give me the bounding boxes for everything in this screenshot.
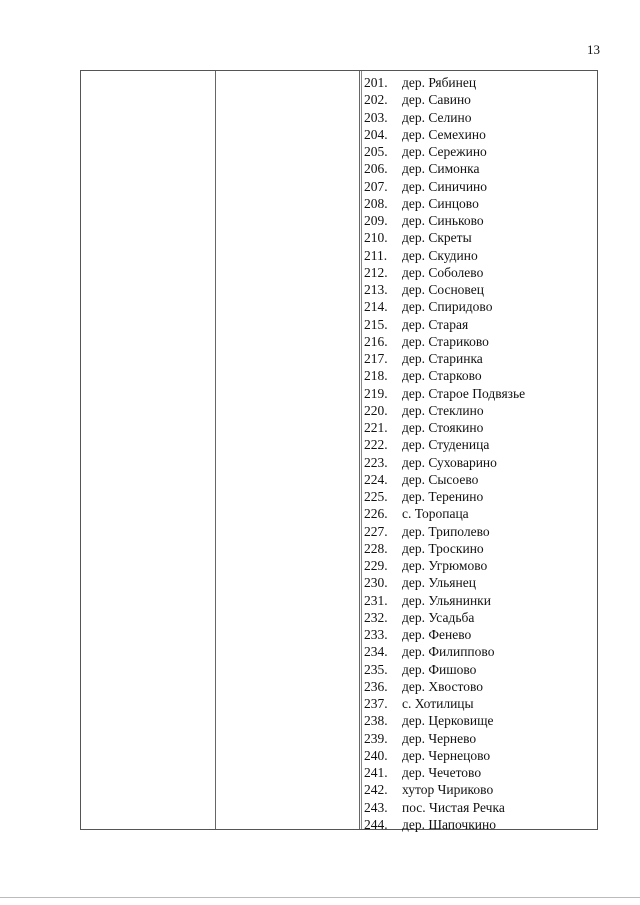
settlement-name: дер. Семехино	[402, 126, 486, 142]
item-number: 222.	[364, 437, 388, 453]
page-bottom-rule	[0, 897, 640, 898]
item-number: 241.	[364, 765, 388, 780]
item-number: 214.	[364, 299, 388, 315]
list-item	[364, 557, 596, 574]
settlement-name: дер. Сысоево	[402, 471, 479, 487]
settlement-name: дер. Старое Подвязье	[402, 385, 526, 401]
list-item	[364, 402, 596, 419]
list-item	[364, 436, 596, 453]
item-number: 236.	[364, 678, 388, 694]
item-number: 213.	[364, 282, 388, 297]
item-number: 226.	[364, 506, 388, 522]
settlement-name: дер. Чернецово	[402, 747, 491, 763]
list-item	[364, 661, 596, 678]
list-item	[364, 523, 596, 540]
settlement-name: дер. Триполево	[402, 523, 490, 539]
list-item	[364, 540, 596, 557]
list-item	[364, 643, 596, 660]
settlements-table	[80, 70, 598, 830]
list-item	[364, 505, 596, 522]
list-item	[364, 781, 596, 798]
settlement-name: дер. Старая	[402, 316, 469, 332]
settlement-name: дер. Фишово	[402, 661, 477, 677]
list-item	[364, 143, 596, 160]
list-item	[364, 91, 596, 108]
list-item	[364, 695, 596, 712]
item-number: 203.	[364, 109, 388, 125]
settlement-name: дер. Скреты	[402, 230, 472, 246]
list-item	[364, 229, 596, 246]
item-number: 225.	[364, 489, 388, 504]
item-number: 208.	[364, 195, 388, 211]
list-item	[364, 592, 596, 609]
settlement-name: дер. Шапочкино	[402, 816, 496, 832]
item-number: 232.	[364, 609, 388, 625]
list-item	[364, 816, 596, 833]
list-item	[364, 178, 596, 195]
item-number: 207.	[364, 178, 388, 194]
settlement-name: дер. Ульянец	[402, 575, 476, 591]
item-number: 218.	[364, 368, 388, 384]
item-number: 238.	[364, 713, 388, 729]
settlement-name: дер. Сосновец	[402, 282, 484, 297]
list-item	[364, 609, 596, 626]
settlement-name: дер. Усадьба	[402, 609, 475, 625]
item-number: 239.	[364, 730, 388, 746]
list-item	[364, 109, 596, 126]
item-number: 217.	[364, 351, 388, 366]
settlement-name: хутор Чириково	[402, 782, 494, 798]
settlement-name: дер. Стоякино	[402, 420, 484, 435]
list-item	[364, 281, 596, 298]
item-number: 228.	[364, 540, 388, 556]
list-item	[364, 764, 596, 781]
settlement-name: дер. Синцово	[402, 195, 479, 211]
settlement-name: дер. Синьково	[402, 213, 484, 228]
item-number: 221.	[364, 420, 388, 435]
item-number: 237.	[364, 696, 388, 711]
list-item	[364, 488, 596, 505]
item-number: 230.	[364, 575, 388, 591]
list-item	[364, 419, 596, 436]
list-item	[364, 126, 596, 143]
list-item	[364, 195, 596, 212]
list-item	[364, 747, 596, 764]
list-item	[364, 730, 596, 747]
list-item	[364, 799, 596, 816]
list-item	[364, 333, 596, 350]
column-divider	[361, 71, 362, 829]
item-number: 224.	[364, 471, 388, 487]
item-number: 229.	[364, 558, 388, 573]
item-number: 206.	[364, 161, 388, 177]
item-number: 235.	[364, 661, 388, 677]
settlement-name: дер. Симонка	[402, 161, 480, 177]
settlement-name: дер. Студеница	[402, 437, 490, 453]
list-item	[364, 712, 596, 729]
settlement-name: дер. Селино	[402, 109, 472, 125]
list-item	[364, 385, 596, 402]
settlement-name: дер. Синичино	[402, 178, 488, 194]
settlement-name: дер. Ульянинки	[402, 592, 491, 608]
list-item	[364, 298, 596, 315]
item-number: 219.	[364, 385, 388, 401]
settlement-name: пос. Чистая Речка	[402, 799, 505, 815]
settlement-name: дер. Старинка	[402, 351, 483, 366]
settlement-name: дер. Соболево	[402, 264, 484, 280]
item-number: 201.	[364, 75, 388, 90]
settlement-name: дер. Рябинец	[402, 75, 477, 90]
column-divider	[359, 71, 360, 829]
list-item	[364, 74, 596, 91]
list-item	[364, 160, 596, 177]
settlement-name: дер. Чечетово	[402, 765, 482, 780]
item-number: 205.	[364, 144, 388, 159]
settlement-name: дер. Троскино	[402, 540, 484, 556]
settlement-name: дер. Сережино	[402, 144, 487, 159]
page-number: 13	[587, 42, 600, 57]
item-number: 227.	[364, 523, 388, 539]
list-item	[364, 212, 596, 229]
list-item	[364, 316, 596, 333]
settlement-name: дер. Стариково	[402, 333, 489, 349]
settlement-name: дер. Угрюмово	[402, 558, 488, 573]
item-number: 210.	[364, 230, 388, 246]
list-item	[364, 626, 596, 643]
list-item	[364, 247, 596, 264]
column-divider	[215, 71, 216, 829]
item-number: 216.	[364, 333, 388, 349]
item-number: 242.	[364, 782, 388, 798]
item-number: 244.	[364, 816, 388, 832]
list-item	[364, 678, 596, 695]
item-number: 211.	[364, 247, 388, 263]
item-number: 231.	[364, 592, 388, 608]
settlement-name: дер. Старково	[402, 368, 482, 384]
settlement-name: дер. Суховарино	[402, 454, 497, 470]
settlement-name: дер. Филиппово	[402, 644, 495, 660]
item-number: 233.	[364, 627, 388, 642]
list-item	[364, 574, 596, 591]
item-number: 234.	[364, 644, 388, 660]
settlement-name: с. Хотилицы	[402, 696, 474, 711]
settlement-name: дер. Савино	[402, 92, 471, 108]
item-number: 240.	[364, 747, 388, 763]
item-number: 215.	[364, 316, 388, 332]
list-item	[364, 367, 596, 384]
settlement-name: дер. Фенево	[402, 627, 472, 642]
list-item	[364, 350, 596, 367]
item-number: 212.	[364, 264, 388, 280]
list-item	[364, 471, 596, 488]
settlement-name: дер. Стеклино	[402, 402, 484, 418]
item-number: 204.	[364, 126, 388, 142]
settlement-name: с. Торопаца	[402, 506, 469, 522]
list-item	[364, 264, 596, 281]
list-item	[364, 454, 596, 471]
item-number: 223.	[364, 454, 388, 470]
item-number: 209.	[364, 213, 388, 228]
settlement-name: дер. Церковище	[402, 713, 494, 729]
settlement-list	[364, 74, 596, 833]
item-number: 220.	[364, 402, 388, 418]
settlement-name: дер. Спиридово	[402, 299, 493, 315]
item-number: 202.	[364, 92, 388, 108]
settlement-name: дер. Теренино	[402, 489, 484, 504]
settlement-name: дер. Чернево	[402, 730, 477, 746]
settlement-name: дер. Хвостово	[402, 678, 483, 694]
item-number: 243.	[364, 799, 388, 815]
settlement-name: дер. Скудино	[402, 247, 478, 263]
